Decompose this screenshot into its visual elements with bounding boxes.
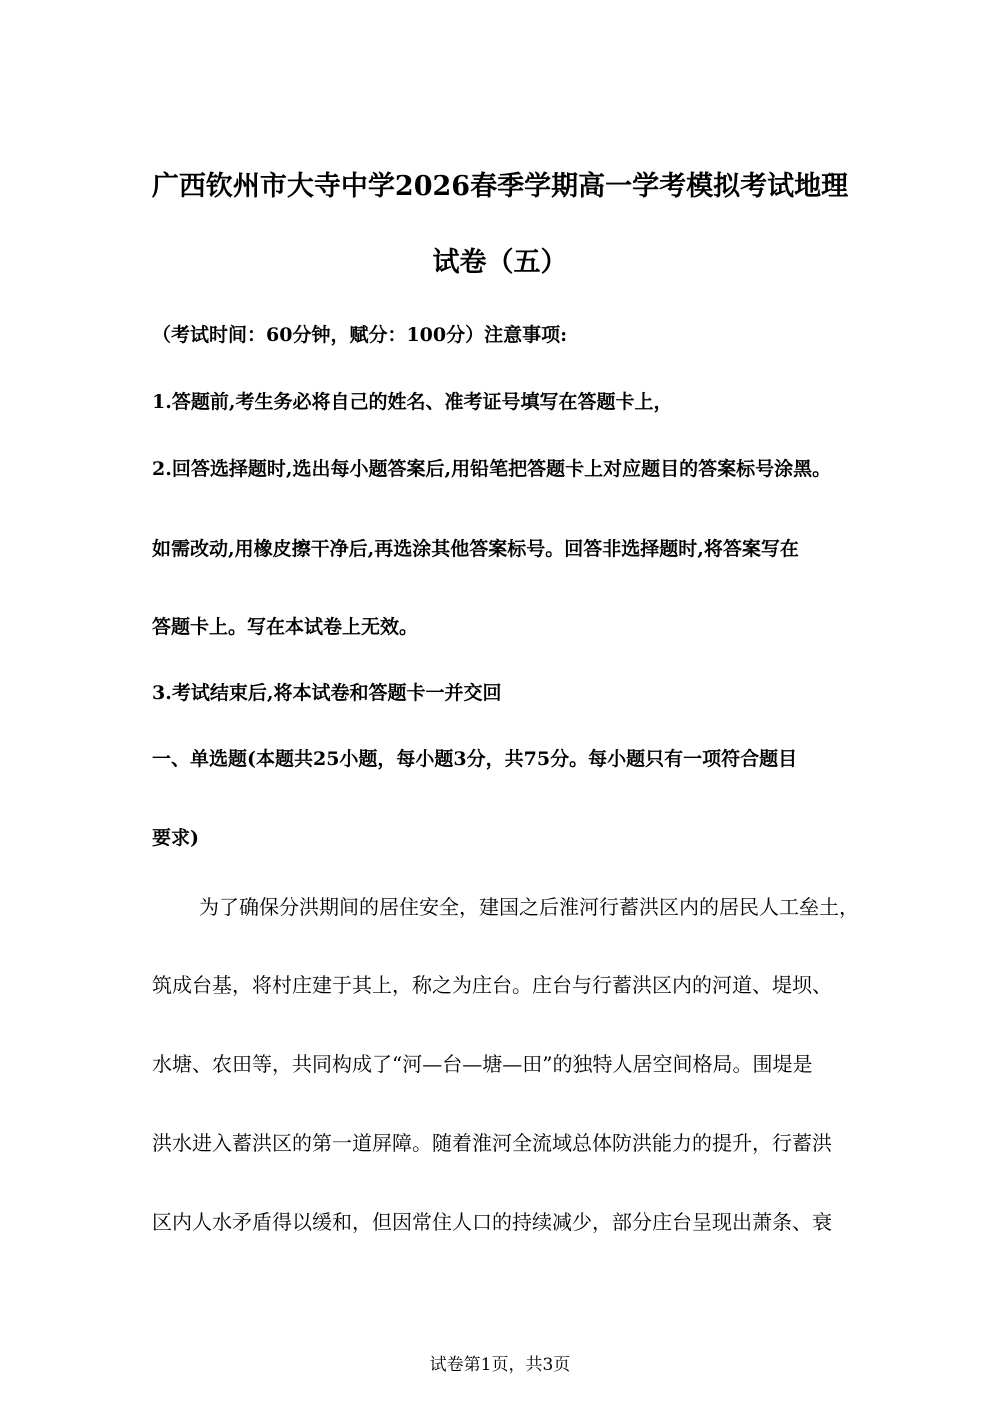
page-footer: 试卷第1页，共3页	[429, 1355, 571, 1375]
instruction-1: 1.答题前,考生务必将自己的姓名、准考证号填写在答题卡上，	[152, 391, 673, 413]
passage-line: 为了确保分洪期间的居住安全，建国之后淮河行蓄洪区内的居民人工垒土，	[199, 895, 859, 919]
passage-line: 水塘、农田等，共同构成了“河—台—塘—田”的独特人居空间格局。围堤是	[152, 1052, 813, 1076]
instruction-2-line-3: 答题卡上。写在本试卷上无效。	[152, 616, 419, 638]
passage-line: 洪水进入蓄洪区的第一道屏障。随着淮河全流域总体防洪能力的提升，行蓄洪	[152, 1131, 832, 1155]
passage-line: 筑成台基，将村庄建于其上，称之为庄台。庄台与行蓄洪区内的河道、堤坝、	[152, 973, 832, 997]
instruction-2-line-2: 如需改动,用橡皮擦干净后,再选涂其他答案标号。回答非选择题时,将答案写在	[152, 538, 799, 560]
exam-title-line-2: 试卷（五）	[432, 247, 568, 278]
section-heading-line-2: 要求)	[152, 827, 199, 849]
passage-line: 区内人水矛盾得以缓和，但因常住人口的持续减少，部分庄台呈现出萧条、衰	[152, 1210, 832, 1234]
instruction-2-line-1: 2.回答选择题时,选出每小题答案后,用铅笔把答题卡上对应题目的答案标号涂黑。	[152, 458, 832, 480]
section-heading-line-1: 一、单选题(本题共25小题，每小题3分，共75分。每小题只有一项符合题目	[152, 748, 798, 770]
exam-title-line-1: 广西钦州市大寺中学2026春季学期高一学考模拟考试地理	[151, 171, 849, 202]
instruction-3: 3.考试结束后,将本试卷和答题卡一并交回	[152, 682, 502, 704]
exam-info: （考试时间：60分钟，赋分：100分）注意事项:	[152, 324, 568, 346]
